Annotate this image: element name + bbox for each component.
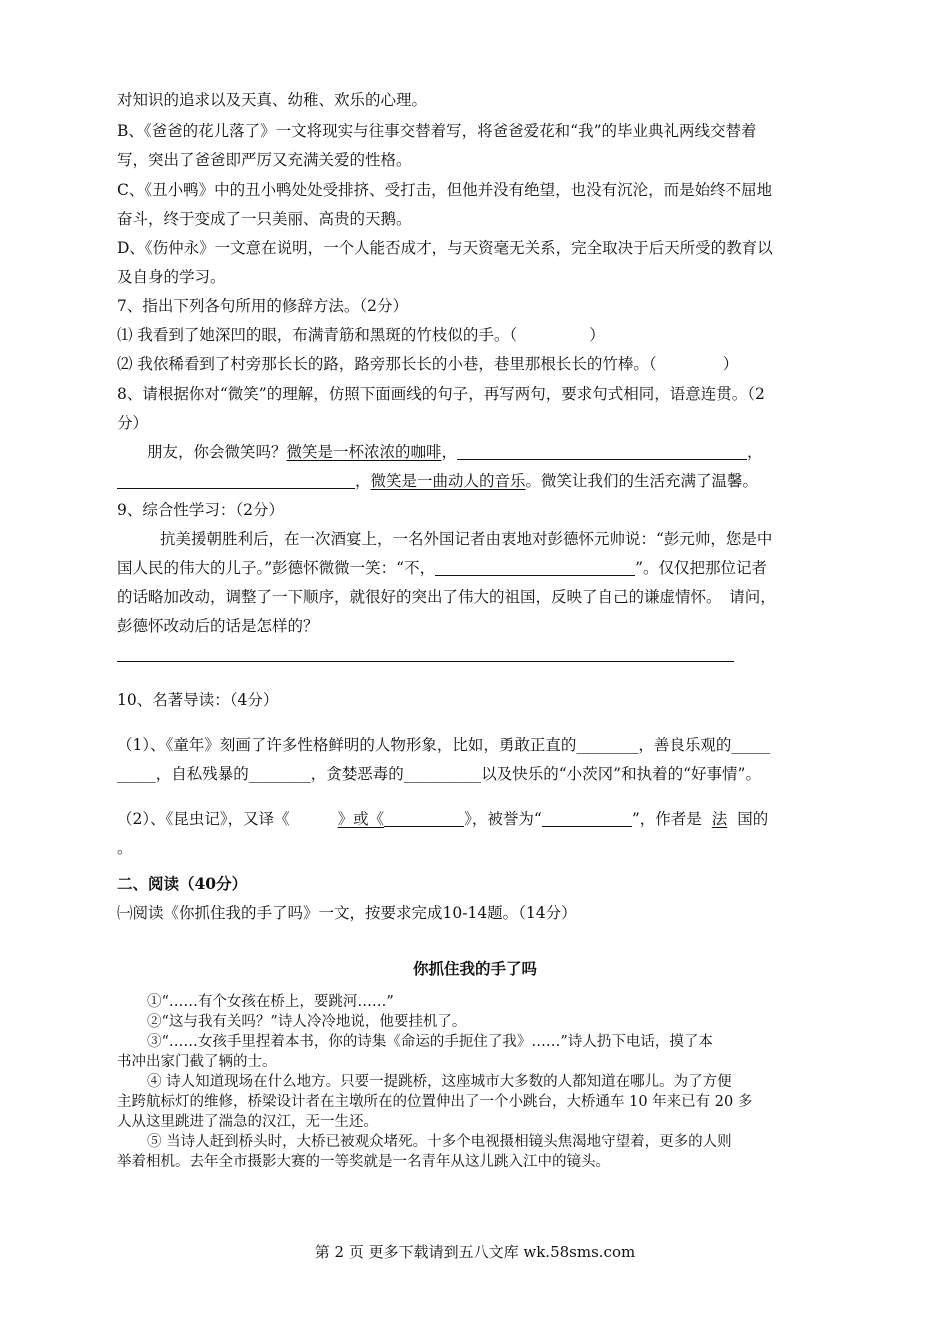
q6-option-c-line2: 奋斗，终于变成了一只美丽、高贵的天鹅。 [117,210,412,228]
q8-example-2: 微笑是一曲动人的音乐 [370,472,526,490]
article-paragraph-4-line1: ④ 诗人知道现场在什么地方。只要一提跳桥，这座城市大多数的人都知道在哪儿。为了方便 [147,1074,732,1090]
q10-blank-translation-1[interactable] [290,811,338,827]
q8-prompt-line1 [147,442,763,462]
q8-example-1: 微笑是一杯浓浓的咖啡 [286,443,442,461]
q6-option-b-line1: B、《爸爸的花儿落了》一文将现实与往事交替着写，将爸爸爱花和“我”的毕业典礼两线交替着 [117,122,757,140]
q8-blank-2[interactable] [117,472,355,489]
article-paragraph-3-line2: 书冲出家门截了辆的士。 [117,1054,277,1070]
q9-title: 9、综合性学习：（2分） [117,501,284,519]
section-2-intro: ㈠阅读《你抓住我的手了吗》一文，按要求完成10-14题。（14分） [117,904,577,922]
article-paragraph-4-line2: 主跨航标灯的维修，桥梁设计者在主墩所在的位置伸出了一个小跳台，大桥通车 10 年来已有 20 多 [117,1094,753,1110]
q7-sentence-2-text: ⑵ 我依稀看到了村旁那长长的路，路旁那长长的小巷，巷里那根长长的竹棒。（ [117,355,657,373]
q7-sentence-2 [117,354,738,374]
page-footer: 第 2 页 更多下载请到五八文库 wk.58sms.com [314,1243,636,1261]
q8-blank-1[interactable] [457,443,747,460]
article-paragraph-4-line3: 人从这里跳进了湍急的汉江，无一生还。 [117,1114,378,1130]
q10-part2-end: 国的 [737,810,769,828]
q10-part2-start: （2）、《昆虫记》，又译《 [117,810,290,828]
q8-closing: 。微笑让我们的生活充满了温馨。 [525,472,759,490]
q7-sentence-1-text: ⑴ 我看到了她深凹的眼，布满青筋和黑斑的竹枝似的手。（ [117,326,518,344]
article-paragraph-5-line2: 举着相机。去年全市摄影大赛的一等奖就是一名青年从这儿跳入江中的镜头。 [117,1154,610,1170]
q10-part1-line2: _____，自私残暴的________，贪婪恶毒的__________以及快乐的“小茨冈”和执着的“好事情”。 [117,765,761,783]
q6-option-d-line1: D、《伤仲永》一文意在说明，一个人能否成才，与天资毫无关系，完全取决于后天所受的教育以 [117,239,773,257]
q7-sentence-1 [117,325,605,345]
section-2-heading: 二、阅读（40分） [117,874,248,893]
q9-line3: 的话略加改动，调整了一下顺序，就很好的突出了伟大的祖国，反映了自己的谦虚情怀。 请问， [117,588,776,606]
q10-part2-line [117,809,768,829]
q9-inline-blank[interactable] [435,559,635,576]
q9-line1: 抗美援朝胜利后，在一次酒宴上，一名外国记者由衷地对彭德怀元帅说：“彭元帅，您是中 [160,530,773,548]
q9-line4: 彭德怀改动后的话是怎样的？ [117,617,319,635]
q10-country-answer: 法 [711,810,728,828]
q8-prompt-intro: 朋友，你会微笑吗？ [147,443,287,461]
q9-answer-line[interactable] [117,661,734,662]
q6-option-b-line2: 写，突出了爸爸即严厉又充满关爱的性格。 [117,151,412,169]
q7-title: 7、指出下列各句所用的修辞方法。（2分） [117,297,408,315]
article-paragraph-3-line1: ③“……女孩手里捏着本书，你的诗集《命运的手扼住了我》……”诗人扔下电话，摸了本 [147,1034,713,1050]
q9-line2 [117,558,767,578]
q8-title-line1: 8、请根据你对“微笑”的理解，仿照下面画线的句子，再写两句，要求句式相同，语意连贯。（2 [117,385,765,403]
q10-period: 。 [117,839,133,857]
article-title: 你抓住我的手了吗 [412,959,537,978]
q8-comma-2: ， [747,443,763,461]
article-paragraph-1: ①“……有个女孩在桥上，要跳河……” [147,994,394,1010]
q9-line2-start: 国人民的伟大的儿子。”彭德怀微微一笑：“不， [117,559,436,577]
q10-part2-or: 》或《 [337,810,385,828]
article-paragraph-2: ②“这与我有关吗？”诗人冷冷地说，他要挂机了。 [147,1014,467,1030]
q8-comma-1: ， [441,443,458,461]
q9-line2-end: ”。仅仅把那位记者 [635,559,768,577]
q8-prompt-line2 [117,471,758,491]
q8-title-line2: 分） [117,414,149,432]
q6-option-a-tail: 对知识的追求以及天真、幼稚、欢乐的心理。 [117,91,428,109]
q7-close-paren-1: ） [589,326,605,344]
q6-option-c-line1: C、《丑小鸭》中的丑小鸭处处受排挤、受打击，但他并没有绝望，也没有沉沦，而是始终不屈地 [117,181,773,199]
q10-blank-honor[interactable] [542,810,632,827]
q10-part1-line1: （1）、《童年》刻画了许多性格鲜明的人物形象，比如，勇敢正直的________，善良乐观的_____ [117,736,771,754]
q10-blank-translation-2[interactable] [384,810,464,827]
q10-title: 10、名著导读：（4分） [117,691,279,709]
q7-close-paren-2: ） [722,355,739,373]
q10-part2-honor: 》，被誉为“ [464,810,542,828]
q6-option-d-line2: 及自身的学习。 [117,268,226,286]
q10-part2-author: ”，作者是 [631,810,702,828]
article-paragraph-5-line1: ⑤ 当诗人赶到桥头时，大桥已被观众堵死。十多个电视摄相镜头焦渴地守望着，更多的人则 [147,1134,732,1150]
q8-comma-3: ， [355,472,371,490]
